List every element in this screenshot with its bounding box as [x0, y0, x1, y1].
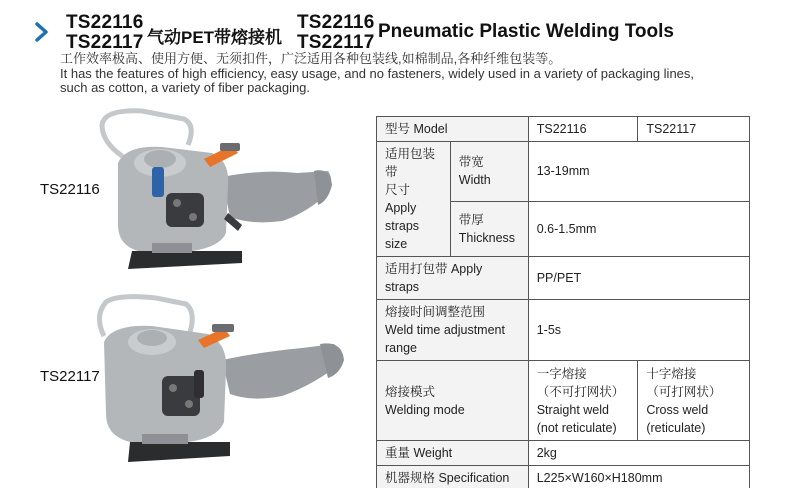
strap-size-label-cn-1: 适用包装带	[385, 147, 436, 179]
model-code-ts22116: TS22116	[66, 12, 144, 33]
width-label	[450, 142, 528, 202]
tool-label-ts22116: TS22116	[40, 181, 100, 198]
model-code-ts22116-2: TS22116	[297, 12, 375, 33]
cross-weld-note-cn: （可打网状）	[646, 384, 722, 399]
strap-size-label-en-2: straps size	[385, 219, 420, 251]
straight-weld-cn: 一字熔接	[536, 366, 587, 381]
model-code-ts22117-2: TS22117	[297, 32, 375, 53]
straight-weld-en: Straight weld	[536, 402, 609, 417]
description-en-line-1: It has the features of high efficiency, easy usage, and no fasteners, widely used in a variety of packaging lines,	[60, 66, 695, 81]
cross-weld-en: Cross weld	[646, 402, 709, 417]
chevron-right-icon	[34, 22, 50, 42]
adjust-value: 1-5s	[528, 300, 749, 361]
specification-value: L225×W160×H180mm	[528, 466, 749, 488]
welding-mode-label-en: Welding mode	[385, 402, 465, 417]
thickness-label-en: Thickness	[458, 230, 516, 245]
thickness-label	[450, 201, 528, 256]
adjust-label-en-2: range	[385, 341, 417, 355]
width-label-en: Width	[458, 173, 491, 188]
page-title-en: Pneumatic Plastic Welding Tools	[378, 21, 674, 42]
adjust-label-cn: 熔接时间调整范围	[385, 305, 486, 319]
table-row-model	[377, 117, 750, 142]
apply-straps-label: 适用打包带 Apply straps	[377, 257, 529, 300]
ts22116-tool-image	[92, 105, 354, 273]
adjust-label	[377, 300, 529, 361]
apply-straps-value: PP/PET	[528, 257, 749, 300]
model-code-ts22117: TS22117	[66, 32, 144, 53]
page-title-cn: 气动PET带熔接机	[147, 28, 283, 47]
weight-value: 2kg	[528, 441, 749, 466]
strap-size-label-en-1: Apply	[385, 201, 417, 215]
spec-table	[376, 116, 750, 488]
description-en-line-2: such as cotton, a variety of fiber packaging.	[60, 80, 311, 95]
cross-weld-cn: 十字熔接	[646, 366, 697, 381]
model-value-ts22117: TS22117	[638, 117, 750, 142]
strap-size-label	[377, 142, 451, 257]
adjust-label-en-1: Weld time adjustment	[385, 323, 505, 337]
table-row-adjust	[377, 300, 750, 361]
welding-mode-cross	[638, 361, 750, 441]
welding-mode-label	[377, 361, 529, 441]
table-row-width	[377, 142, 750, 202]
straight-weld-note-en: (not reticulate)	[536, 420, 617, 435]
model-label: 型号 Model	[377, 117, 529, 142]
straight-weld-note-cn: （不可打网状）	[536, 384, 625, 399]
tool-label-ts22117: TS22117	[40, 368, 100, 385]
table-row-apply-straps	[377, 257, 750, 300]
width-value: 13-19mm	[528, 142, 749, 202]
thickness-value: 0.6-1.5mm	[528, 201, 749, 256]
weight-label: 重量 Weight	[377, 441, 529, 466]
table-row-specification	[377, 466, 750, 488]
specification-label: 机器规格 Specification	[377, 466, 529, 488]
table-row-welding-mode	[377, 361, 750, 441]
ts22117-tool-image	[90, 290, 352, 466]
cross-weld-note-en: (reticulate)	[646, 420, 706, 435]
welding-mode-straight	[528, 361, 638, 441]
table-row-weight	[377, 441, 750, 466]
description-cn: 工作效率极高、使用方便、无须扣件，广泛适用各种包装线,如棉制品,各种纤维包装等。	[60, 51, 562, 66]
width-label-cn: 带宽	[458, 155, 484, 170]
strap-size-label-cn-2: 尺寸	[385, 183, 411, 197]
thickness-label-cn: 带厚	[458, 212, 484, 227]
model-value-ts22116: TS22116	[528, 117, 638, 142]
welding-mode-label-cn: 熔接模式	[385, 384, 436, 399]
